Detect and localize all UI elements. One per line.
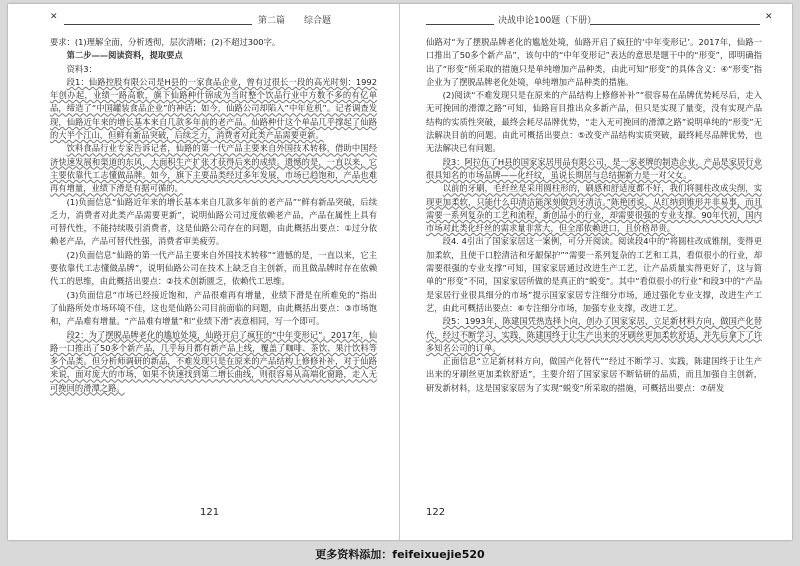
paragraph-text: 第二步——阅读资料，提取要点 xyxy=(66,50,183,61)
header-rule xyxy=(64,24,252,25)
chapter-mark-icon: ✕ xyxy=(50,12,58,22)
header-rule xyxy=(426,24,494,25)
paragraph xyxy=(50,49,377,62)
paragraph xyxy=(426,89,762,155)
paragraph-text: 资料3： xyxy=(66,63,97,74)
chapter-title: 综合题 xyxy=(304,16,332,26)
right-page-header xyxy=(400,12,792,28)
paragraph-text: 以前的牙刷，毛纤丝是采用圆柱形的，刷感和舒适度都不好，我们将圆柱改成尖削，实现更加柔软，只能什么印清洁能深刻做到牙清洁。”陈艳团说，从红纳到锥形并非易事，而且需要一系列复杂的工艺和流程，新创品小的行业，却需要很强的专业支撑。90年代初，国内市场对此类化纤丝的需求量非常大，但全部依赖进口，且价格昂贵。 xyxy=(426,183,762,234)
paragraph xyxy=(50,329,377,395)
paragraph-text: 正面信息“立足新材料方向，做国产化替代”“经过不断学习、实践，陈建国终于让生产出来的牙刷丝更加柔软舒适”，主要介绍了国家家居不断钻研的品质，而且加强自主创新，研发新材料，这是国家家居为了实现“蜕变”所采取的措施，可概括出要点：⑦研发 xyxy=(426,356,762,393)
right-page-body xyxy=(426,36,762,395)
left-page xyxy=(8,4,400,540)
paragraph xyxy=(426,235,762,315)
paragraph-text: (3)负面信息“市场已经接近饱和，产品很难再有增量，业绩下滑是在所难免的”指出了仙路所处市场环境不佳，这也是仙路公司目前面临的问题，由此概括出要点：③市场饱和，产品难有增量。“产品难有增量”和“业绩下滑”表意相同，写一个即可。 xyxy=(50,289,377,327)
paragraph-text: (2)阅读“不难发现只是在原来的产品结构上修修补补”“很容易在品牌优势耗尽后，走入无可挽回的滑潭之路”可知，仙路盲目推出众多新产品，但只是实现了量变，没有实现产品结构的实质性突破，最终会耗尽品牌优势，“走入无可挽回的滑潭之路”说明单纯的“形变”无法解决目前的问题。由此可概括出要点：⑤改变产品结构实质突破，最终耗尽品牌优势，也无法解决已有问题。 xyxy=(426,90,762,154)
book-spread xyxy=(8,4,792,540)
paragraph xyxy=(426,156,762,183)
chapter-label: 第二篇 xyxy=(258,16,286,26)
paragraph xyxy=(50,289,377,329)
paragraph xyxy=(426,36,762,89)
footer-note: 更多资料添加：feifeixuejie520 xyxy=(315,548,485,561)
header-rule xyxy=(590,24,760,25)
paragraph-text: 段5：1993年，陈建国凭热选择卜向，创办了国家家居，立足新材料方向，做国产化替代，经过不断学习、实践，陈建国终于让生产出来的牙刷丝更加柔软舒适，并先后拿下了许多知名公司的订单。 xyxy=(426,316,762,353)
paragraph xyxy=(50,196,377,249)
paragraph xyxy=(50,76,377,142)
paragraph-text: 要求：(1)理解全面，分析透彻，层次清晰；(2)不超过300字。 xyxy=(50,37,281,47)
paragraph xyxy=(50,36,377,49)
paragraph-text: 段1：仙路控股有限公司是H县的一家食品企业，曾有过很长一段的高光时刻：1992年创办起，业绩一路高歌，旗下仙路种什锦成为当时整个饮品行业中方数不多的有亿单品，缔造了“中国罐装食品企业”的神话；如今，仙路公司却陷入“中年危机”。记者调查发现，仙路近年来的增长基本来自几款多年前的老产品。仙路种什这个单品几乎撑起了仙路的大半个江山，但鲜有新品突破，后续乏力，消费者对此类产品需要更新。 xyxy=(50,76,377,141)
paragraph xyxy=(50,249,377,289)
paragraph-text: 仙路对“为了摆脱品牌老化的尴尬处境，仙路开启了疯狂的‘中年变形记’。2017年，仙路一口推出了50多个新产品”，该句中的“中年变形记”表达的意思是题干中的“形变”，即明确指出了“形变”所采取的措施只是单纯增加产品种类，由此可知“形变”的具体含义：④“形变”指企业为了摆脱品牌老化处境，单纯增加产品种类的措施。 xyxy=(426,37,762,87)
paragraph xyxy=(50,63,377,76)
chapter-mark-icon: ✕ xyxy=(765,12,773,22)
paragraph-text: 段3：阿拉伍了H县的国家家居用品有限公司，是一家老牌的制造企业，产品是家居行业很具知名的市场品牌——化纤纹，虽说长期居与总结掘新力是一对父女。 xyxy=(426,156,762,180)
page-number: 121 xyxy=(200,507,220,518)
paragraph-text: 饮料食品行业专家告诉记者，仙路的第一代产品主要来自外国技术转移，借助中国经济快速发展和渠道的东风，大面积生产扩张才获得后来的成绩。遗憾的是，一直以来，它主要依靠代工志懂做品牌。如今，旗下主要品类经过多年发展，市场已趋饱和，产品也难再有增量，业绩下滑是有据可循的。 xyxy=(50,143,377,194)
right-page xyxy=(400,4,792,540)
paragraph xyxy=(426,315,762,355)
paragraph xyxy=(426,182,762,235)
paragraph-text: 段2：为了摆脱品牌老化的尴尬处境，仙路开启了疯狂的“中年变形记”。2017年，仙路一口推出了50多个新产品，几乎每月都有新产品上线，覆盖了咖啡、茶饮、果汁饮料等多个品类。但分析师调研的新品，不难发现只是在原来的产品结构上修修补补，对于仙路来说，面对庞大的市场，如果不快速找到第二增长曲线，则很容易从高端化窗路，走入无可挽回的滑潭之路。 xyxy=(50,329,377,393)
left-page-body xyxy=(50,36,377,395)
paragraph xyxy=(426,355,762,395)
page-number: 122 xyxy=(426,507,446,518)
left-page-header xyxy=(8,12,399,28)
paragraph-text: (2)负面信息“仙路的第一代产品主要来自外国技术转移”“遗憾的是，一直以来，它主要依靠代工志懂做品牌”，说明仙路公司在技术上缺乏自主创新，而且做品牌时存在依赖代工的思维，由此概括出要点：②技术创新匮乏，依赖代工思维。 xyxy=(50,249,377,287)
paragraph-text: 段4. 4引出了国家家居这一案例，可分开阅读。阅读段4中的“将圆柱改成锥削，变得更加柔软，且使干口腔清洁和牙龈保护”“需要一系列复杂的工艺和工具，看似很小的行业，却需要很强的专业支撑”可知，国家家居通过改进生产工艺，让产品质量实得更好了，这与简单的“形变”不同，国家家居所做的是真正的“蜕变”。其中“看似很小的行业”和段3中的“产品是家居行业很具细分的市场”提示国家家居专注细分市场，通过强化专业支撑，改进生产工艺，由此可概括出要点：⑥专注细分市场，加强专业支撑，改进工艺。 xyxy=(426,236,762,313)
paragraph xyxy=(50,142,377,195)
book-title: 决战申论100题（下册） xyxy=(498,16,597,26)
paragraph-text: (1)负面信息“仙路近年来的增长基本来自几款多年前的老产品”“鲜有新品突破，后续乏力，消费者对此类产品需要更新”，说明仙路公司过度依赖老产品，产品在属性上具有可替代性，不能持续吸引消费者，这是仙路公司存在的问题，由此概括出要点：①过分依赖老产品，产品可替代性强，消费者审美疲劳。 xyxy=(50,196,377,247)
